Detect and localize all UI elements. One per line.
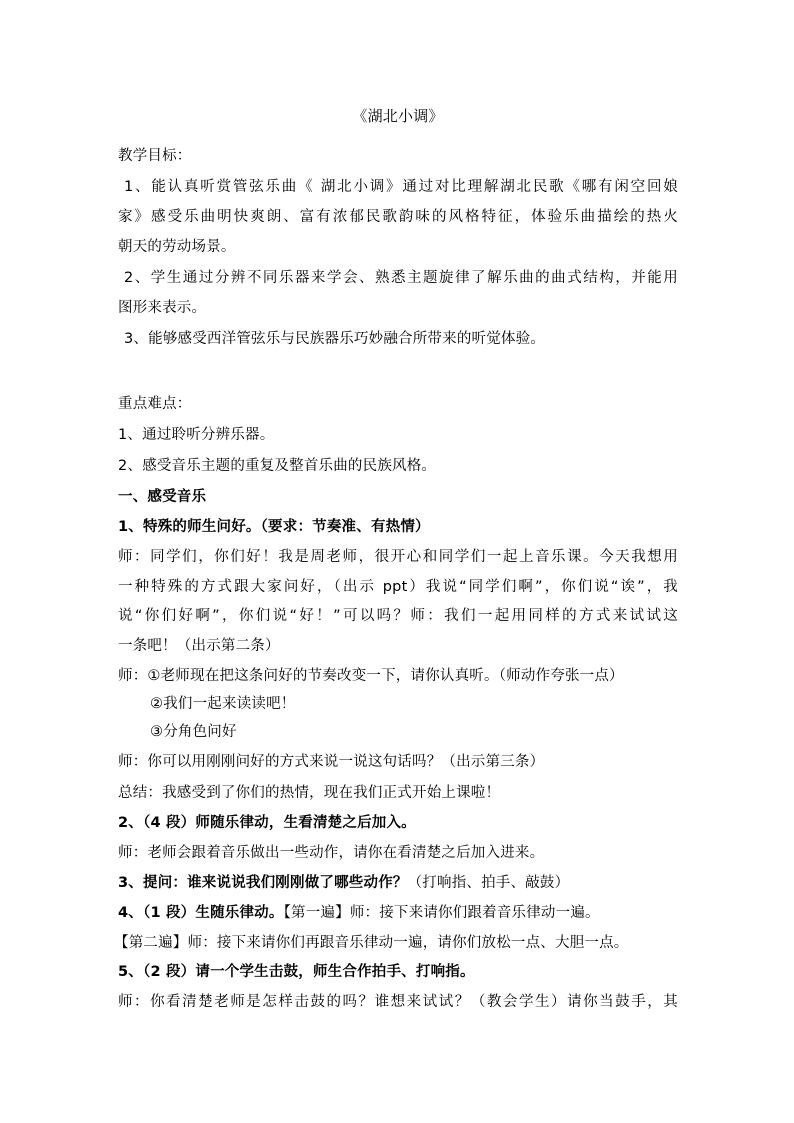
step-1-read-together: ②我们一起来读读吧！ <box>150 696 296 712</box>
part-1-heading: 一、感受音乐 <box>118 489 207 505</box>
step-2-heading: 2、（4 段）师随乐律动，生看清楚之后加入。 <box>118 815 416 831</box>
step-1-teacher-note: 师：①老师现在把这条问好的节奏改变一下，请你认真听。（师动作夸张一点） <box>118 668 624 684</box>
step-1-paragraph-line-4: 一条吧！（出示第二条） <box>118 638 280 654</box>
goal-1-line-2: 家》感受乐曲明快爽朗、富有浓郁民歌韵味的风格特征，体验乐曲描绘的热火 <box>118 209 678 225</box>
key-point-2: 2、感受音乐主题的重复及整首乐曲的民族风格。 <box>118 458 437 474</box>
step-3-heading-answer: （打响指、拍手、敲鼓） <box>407 875 570 891</box>
step-2-paragraph: 师：老师会跟着音乐做出一些动作，请你在看清楚之后加入进来。 <box>118 845 545 861</box>
step-1-role-greeting: ③分角色问好 <box>150 724 237 740</box>
goals-heading: 教学目标： <box>118 148 192 164</box>
goal-3: 3、能够感受西洋管弦乐与民族器乐巧妙融合所带来的听觉体验。 <box>124 331 546 347</box>
step-1-heading: 1、特殊的师生问好。（要求：节奏准、有热情） <box>118 519 430 535</box>
key-points-heading: 重点难点： <box>118 396 192 412</box>
step-4-heading <box>118 903 678 923</box>
step-5-heading: 5、（2 段）请一个学生击鼓，师生合作拍手、打响指。 <box>118 964 475 980</box>
step-3-heading <box>118 873 678 893</box>
goal-2-line-2: 图形来表示。 <box>118 300 207 316</box>
step-1-summary: 总结：我感受到了你们的热情，现在我们正式开始上课啦！ <box>118 785 501 801</box>
goal-1-line-3: 朝天的劳动场景。 <box>118 239 236 255</box>
step-4-heading-bold: 4、（1 段）生随乐律动。 <box>118 905 284 921</box>
goal-1-line-1: 1、能认真听赏管弦乐曲《 湖北小调》通过对比理解湖北民歌《哪有闲空回娘 <box>124 179 678 195</box>
key-point-1: 1、通过聆听分辨乐器。 <box>118 427 275 443</box>
step-1-question: 师：你可以用刚刚问好的方式来说一说这句话吗？（出示第三条） <box>118 754 545 770</box>
step-5-paragraph: 师：你看清楚老师是怎样击鼓的吗？谁想来试试？（教会学生）请你当鼓手，其 <box>118 994 678 1010</box>
step-1-paragraph-line-3: 说“你们好啊”，你们说“好！”可以吗？师：我们一起用同样的方式来试试这 <box>118 608 678 624</box>
step-1-paragraph-line-1: 师：同学们，你们好！我是周老师，很开心和同学们一起上音乐课。今天我想用 <box>118 549 678 565</box>
goal-2-line-1: 2、学生通过分辨不同乐器来学会、熟悉主题旋律了解乐曲的曲式结构，并能用 <box>124 270 678 286</box>
step-4-first-pass: 【第一遍】师：接下来请你们跟着音乐律动一遍。 <box>283 905 600 921</box>
step-4-second-pass: 【第二遍】师：接下来请你们再跟音乐律动一遍，请你们放松一点、大胆一点。 <box>114 935 629 951</box>
step-3-heading-bold: 3、提问：谁来说说我们刚刚做了哪些动作？ <box>118 875 408 891</box>
step-1-paragraph-line-2: 一种特殊的方式跟大家问好，（出示 ppt）我说“同学们啊”，你们说“诶”，我 <box>118 579 678 595</box>
document-title: 《湖北小调》 <box>352 107 444 125</box>
